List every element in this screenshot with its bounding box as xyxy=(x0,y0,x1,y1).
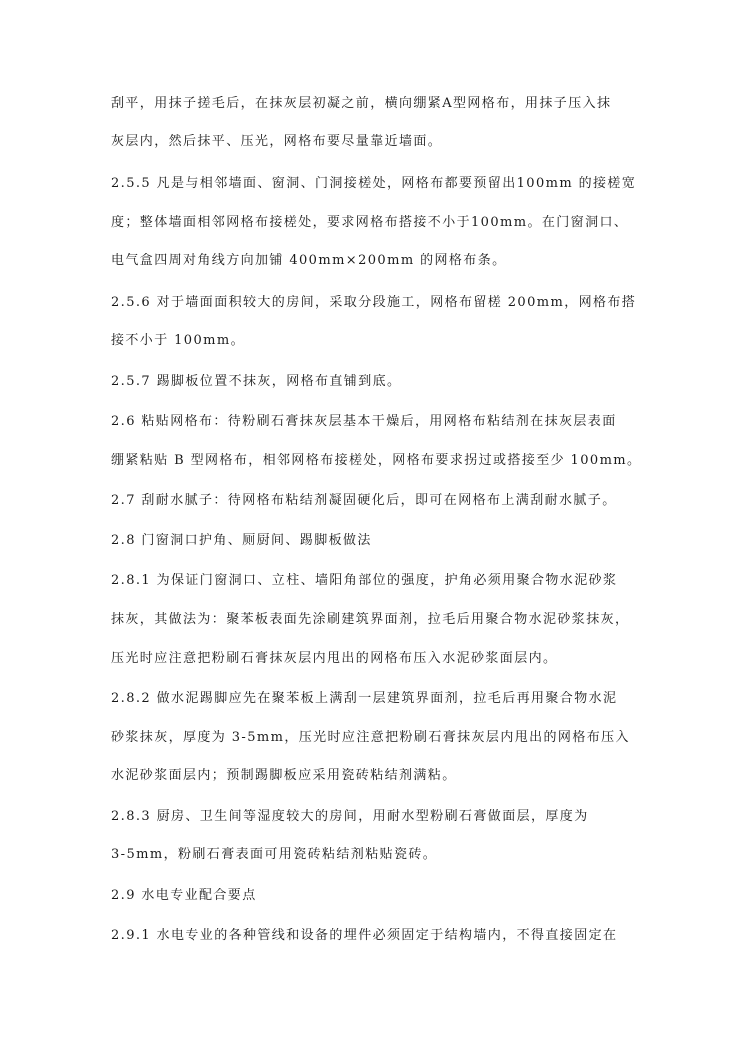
paragraph-line: 2.5.7 踢脚板位置不抹灰，网格布直铺到底。 xyxy=(111,374,402,389)
paragraph-line: 抹灰，其做法为：聚苯板表面先涂刷建筑界面剂，拉毛后用聚合物水泥砂浆抹灰， xyxy=(111,612,630,627)
paragraph-line: 刮平，用抹子搓毛后，在抹灰层初凝之前，横向绷紧A型网格布，用抹子压入抹 xyxy=(111,96,612,111)
paragraph-line: 2.8.2 做水泥踢脚应先在聚苯板上满刮一层建筑界面剂，拉毛后再用聚合物水泥 xyxy=(111,691,618,706)
paragraph-line: 2.5.6 对于墙面面积较大的房间，采取分段施工，网格布留槎 200mm，网格布搭 xyxy=(111,295,637,310)
paragraph-line: 压光时应注意把粉刷石膏抹灰层内甩出的网格布压入水泥砂浆面层内。 xyxy=(111,651,558,666)
paragraph-line: 2.8.3 厨房、卫生间等湿度较大的房间，用耐水型粉刷石膏做面层，厚度为 xyxy=(111,809,589,824)
paragraph-line: 电气盒四周对角线方向加铺 400mm×200mm 的网格布条。 xyxy=(111,253,507,268)
paragraph-line: 2.7 刮耐水腻子：待网格布粘结剂凝固硬化后，即可在网格布上满刮耐水腻子。 xyxy=(111,493,617,508)
paragraph-line: 2.5.5 凡是与相邻墙面、窗洞、门洞接槎处，网格布都要预留出100mm 的接槎宽 xyxy=(111,176,637,191)
paragraph-line: 2.6 粘贴网格布：待粉刷石膏抹灰层基本干燥后，用网格布粘结剂在抹灰层表面 xyxy=(111,414,617,429)
paragraph-line: 绷紧粘贴 B 型网格布，相邻网格布接槎处，网格布要求拐过或搭接至少 100mm。 xyxy=(111,453,641,468)
paragraph-line: 3-5mm，粉刷石膏表面可用瓷砖粘结剂粘贴瓷砖。 xyxy=(111,847,438,862)
paragraph-line: 度；整体墙面相邻网格布接槎处，要求网格布搭接不小于100mm。在门窗洞口、 xyxy=(111,215,629,230)
paragraph-line: 砂浆抹灰，厚度为 3-5mm，压光时应注意把粉刷石膏抹灰层内甩出的网格布压入 xyxy=(111,730,630,745)
paragraph-line: 水泥砂浆面层内；预制踢脚板应采用瓷砖粘结剂满粘。 xyxy=(111,768,457,783)
section-heading: 2.9 水电专业配合要点 xyxy=(111,888,257,903)
paragraph-line: 2.9.1 水电专业的各种管线和设备的埋件必须固定于结构墙内，不得直接固定在 xyxy=(111,928,618,943)
paragraph-line: 接不小于 100mm。 xyxy=(111,333,245,348)
section-heading: 2.8 门窗洞口护角、厕厨间、踢脚板做法 xyxy=(111,533,372,548)
paragraph-line: 2.8.1 为保证门窗洞口、立柱、墙阳角部位的强度，护角必须用聚合物水泥砂浆 xyxy=(111,573,618,588)
paragraph-line: 灰层内，然后抹平、压光，网格布要尽量靠近墙面。 xyxy=(111,134,443,149)
